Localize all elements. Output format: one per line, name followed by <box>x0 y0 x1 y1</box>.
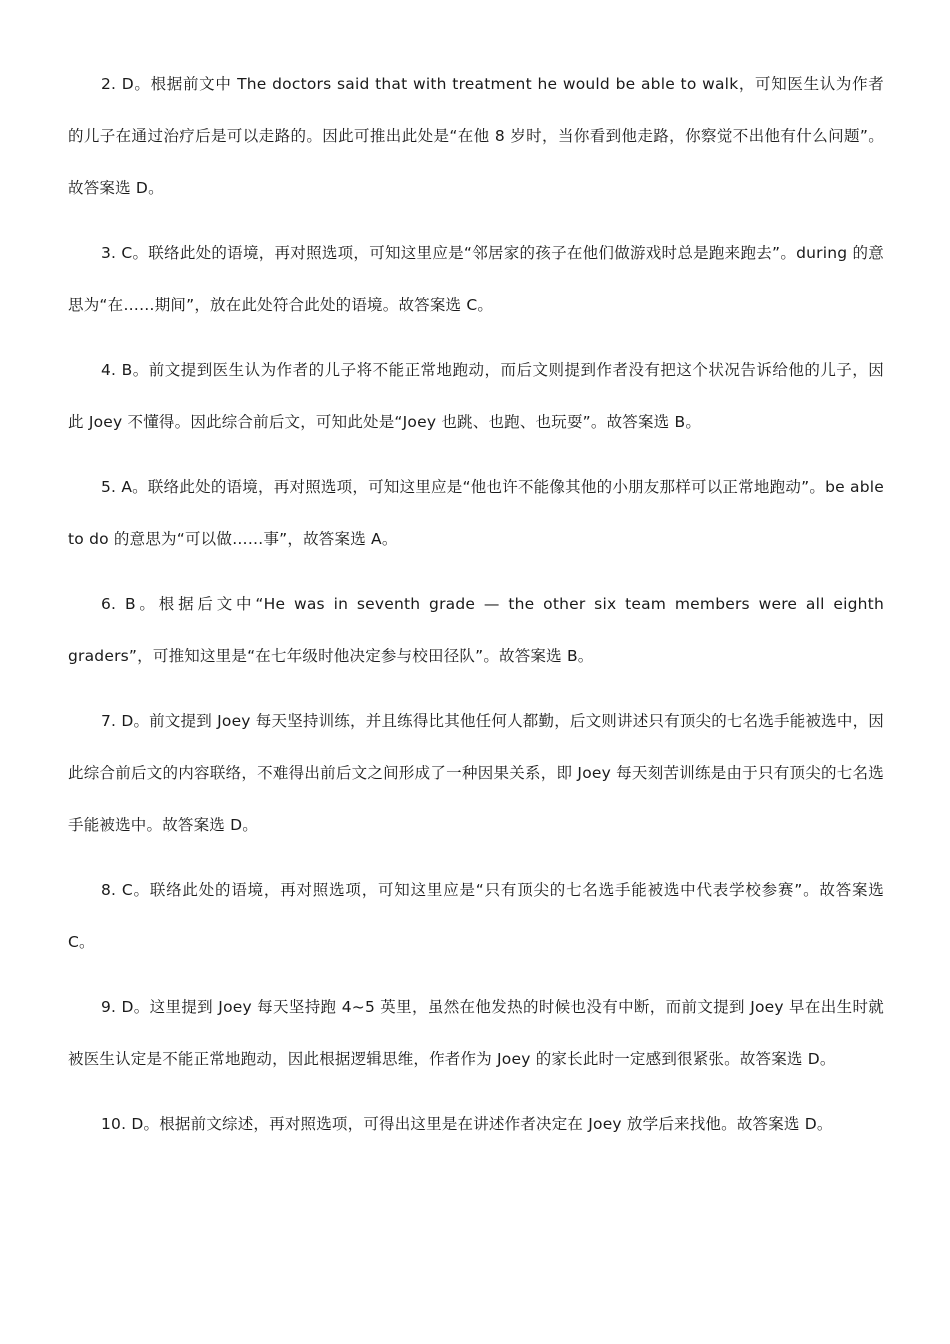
answer-7-paragraph: 7. D。前文提到 Joey 每天坚持训练，并且练得比其他任何人都勤，后文则讲述只有顶尖的七名选手能被选中，因此综合前后文的内容联络，不难得出前后文之间形成了一种因果关系，即 Joey 每天刻苦训练是由于只有顶尖的七名选手能被选中。故答案选 D。 <box>68 712 884 834</box>
answer-9-paragraph: 9. D。这里提到 Joey 每天坚持跑 4~5 英里，虽然在他发热的时候也没有中断，而前文提到 Joey 早在出生时就被医生认定是不能正常地跑动，因此根据逻辑思维，作者作为 Joey 的家长此时一定感到很紧张。故答案选 D。 <box>68 998 884 1068</box>
answer-explanations <box>68 58 884 1163</box>
answer-10-paragraph: 10. D。根据前文综述，再对照选项，可得出这里是在讲述作者决定在 Joey 放学后来找他。故答案选 D。 <box>101 1115 833 1133</box>
answer-4-paragraph: 4. B。前文提到医生认为作者的儿子将不能正常地跑动，而后文则提到作者没有把这个状况告诉给他的儿子，因此 Joey 不懂得。因此综合前后文，可知此处是“Joey 也跳、也跑、也玩耍”。故答案选 B。 <box>68 361 884 431</box>
answer-5-paragraph: 5. A。联络此处的语境，再对照选项，可知这里应是“他也许不能像其他的小朋友那样可以正常地跑动”。be able to do 的意思为“可以做……事”，故答案选 A。 <box>68 478 884 548</box>
answer-2-paragraph: 2. D。根据前文中 The doctors said that with treatment he would be able to walk，可知医生认为作者的儿子在通过治疗后是可以走路的。因此可推出此处是“在他 8 岁时，当你看到他走路，你察觉不出他有什么问题”。故答案选 D。 <box>68 75 884 197</box>
answer-3-paragraph: 3. C。联络此处的语境，再对照选项，可知这里应是“邻居家的孩子在他们做游戏时总是跑来跑去”。during 的意思为“在……期间”，放在此处符合此处的语境。故答案选 C。 <box>68 244 884 314</box>
answer-8-paragraph: 8. C。联络此处的语境，再对照选项，可知这里应是“只有顶尖的七名选手能被选中代表学校参赛”。故答案选 C。 <box>68 881 884 951</box>
answer-6-paragraph: 6. B。根据后文中“He was in seventh grade — the other six team members were all eighth graders”，可推知这里是“在七年级时他决定参与校田径队”。故答案选 B。 <box>68 595 884 665</box>
